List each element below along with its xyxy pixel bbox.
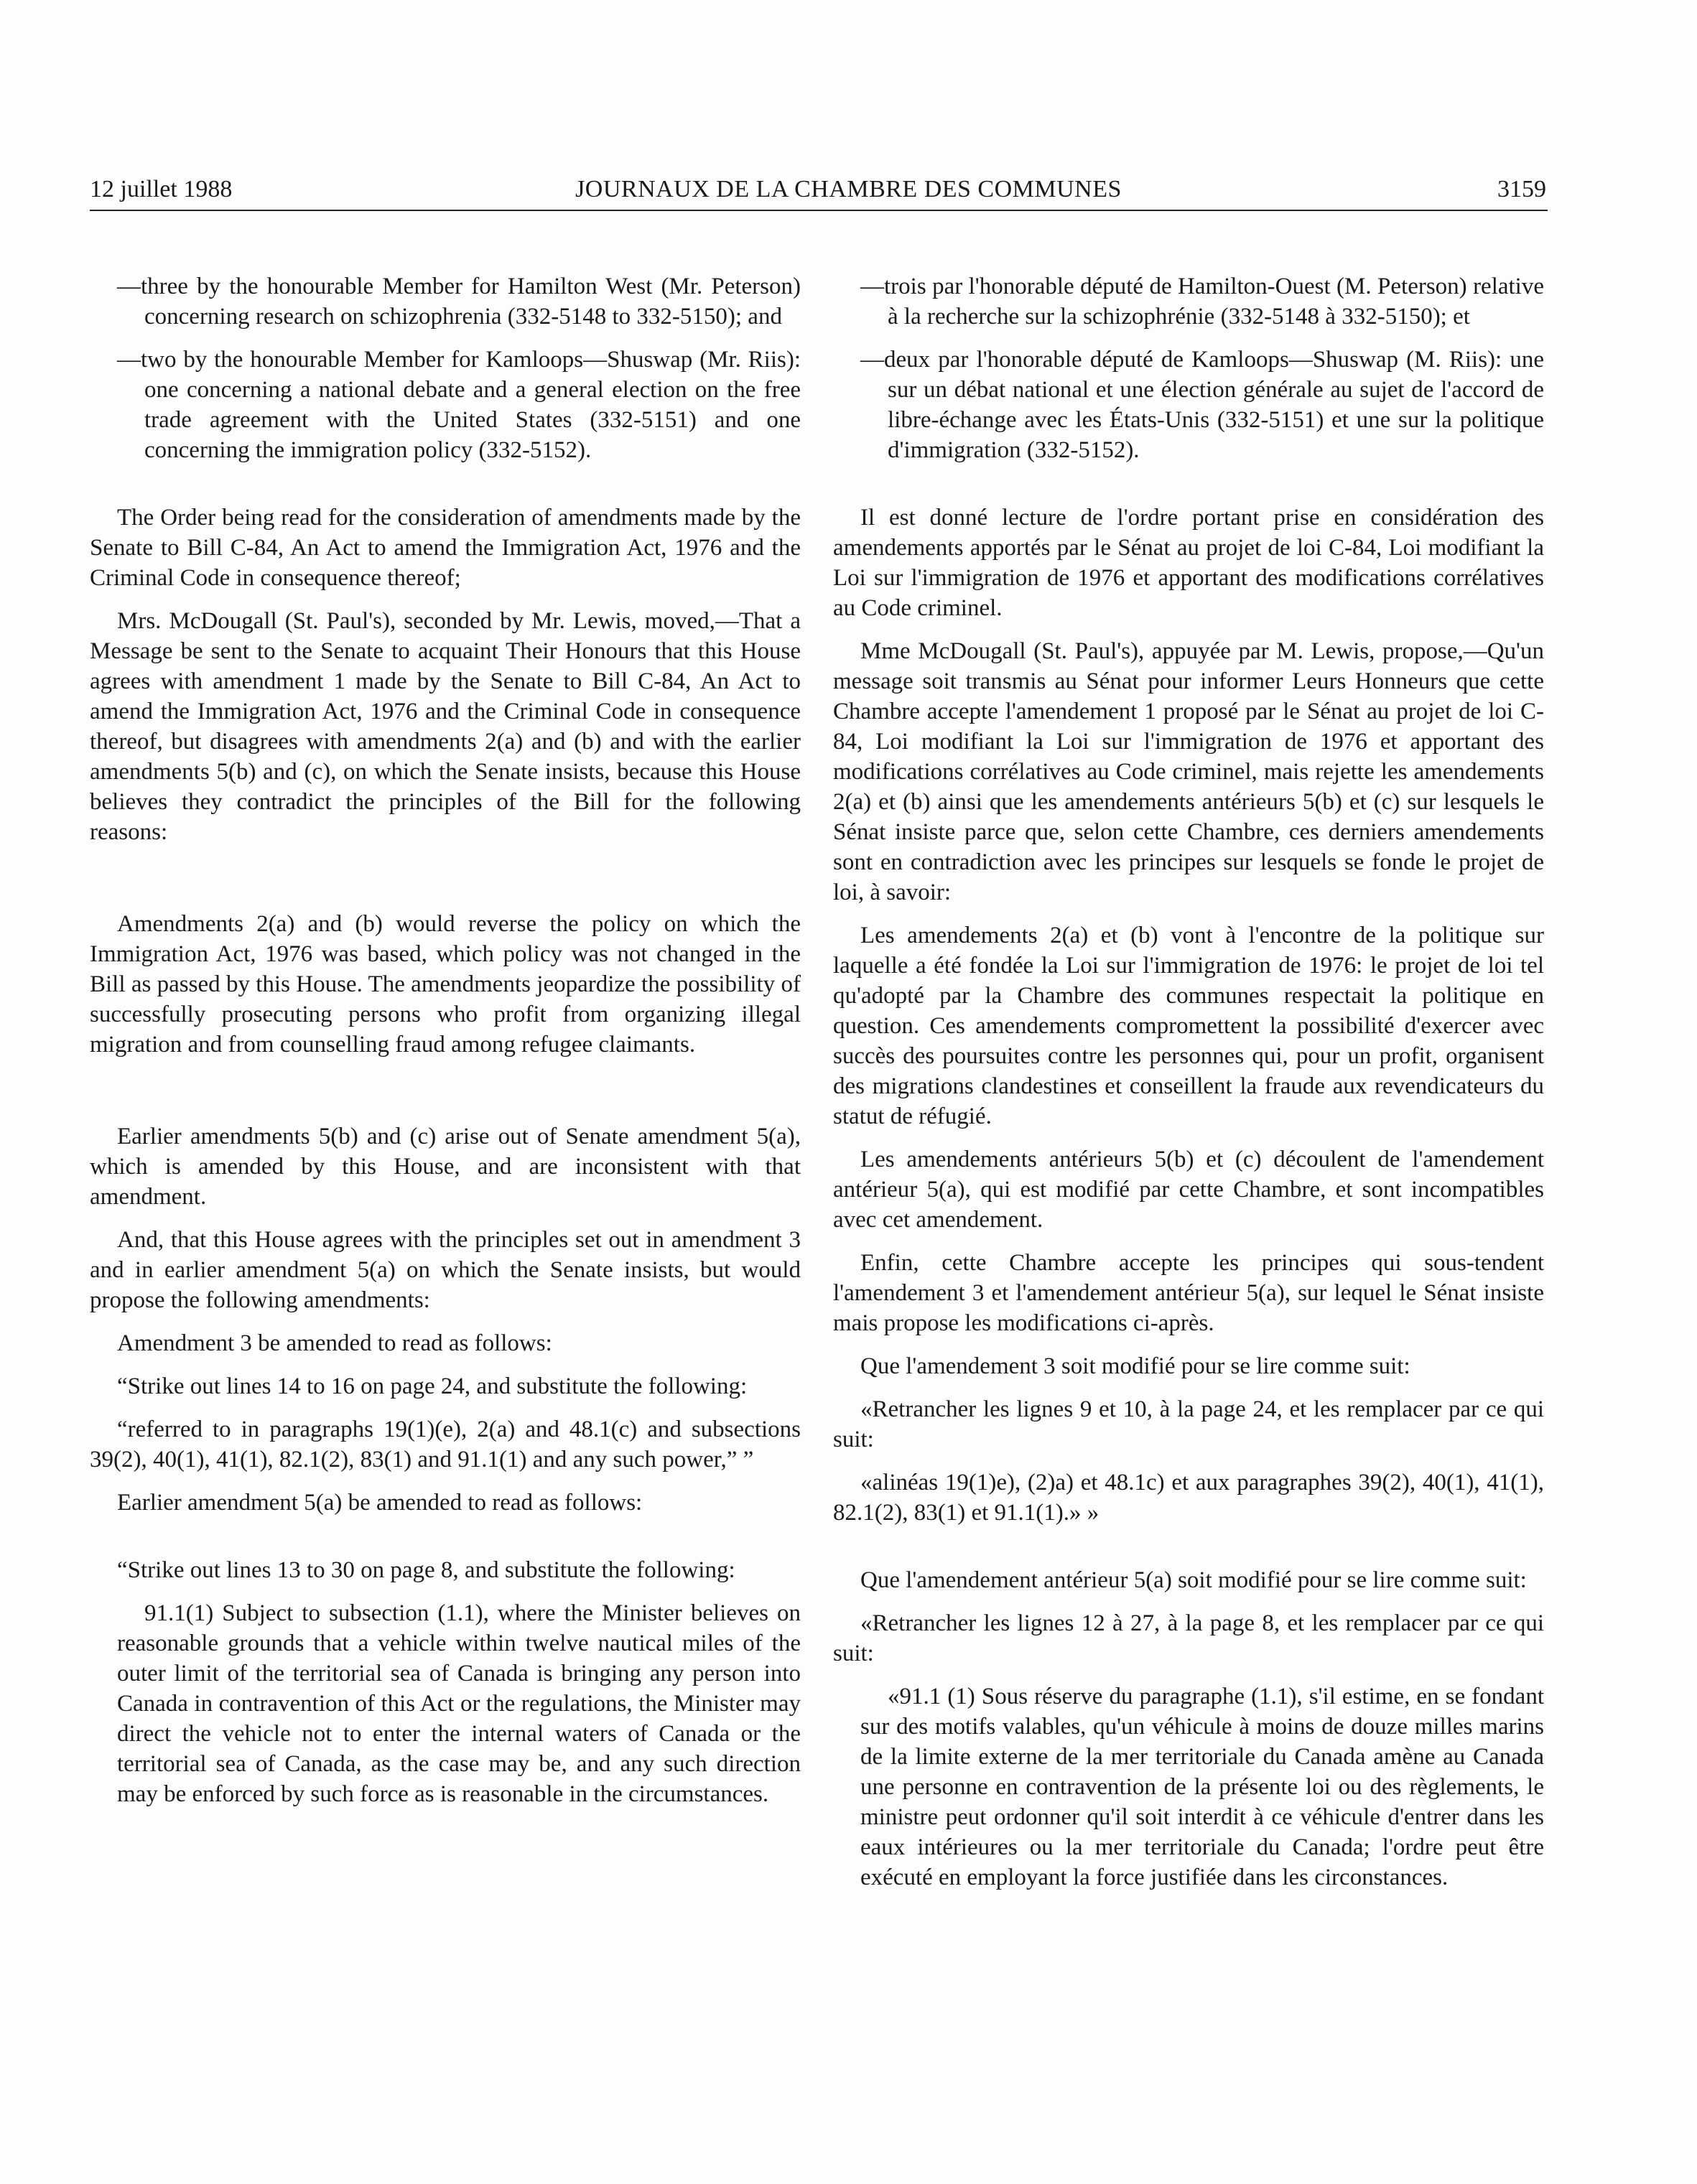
- paragraph: «alinéas 19(1)e), (2)a) et 48.1c) et aux paragraphes 39(2), 40(1), 41(1), 82.1(2), 83(1) et 91.1(1).» »: [833, 1470, 1544, 1526]
- petition-item: —trois par l'honorable député de Hamilton-Ouest (M. Peterson) relative à la recherche sur la schizophrénie (332-5148 à 332-5150); et: [860, 274, 1544, 330]
- paragraph: “referred to in paragraphs 19(1)(e), 2(a) and 48.1(c) and subsections 39(2), 40(1), 41(1), 82.1(2), 83(1) and 91.1(1) and any such power,” ”: [90, 1417, 801, 1473]
- paragraph: «Retrancher les lignes 9 et 10, à la page 24, et les remplacer par ce qui suit:: [833, 1396, 1544, 1452]
- paragraph: Les amendements 2(a) et (b) vont à l'encontre de la politique sur laquelle a été fondée la Loi sur l'immigration de 1976: le projet de loi tel qu'adopté par la Chambre des communes respectait la politique en question. Ces amendements compromettent la possibilité d'exercer avec succès des poursuites contre les personnes qui, pour un profit, organisent des migrations clandestines et conseillent la fraude aux revendicateurs du statut de réfugié.: [833, 923, 1544, 1129]
- petition-item: —three by the honourable Member for Hamilton West (Mr. Peterson) concerning research on schizophrenia (332-5148 to 332-5150); and: [117, 274, 801, 330]
- header-title: JOURNAUX DE LA CHAMBRE DES COMMUNES: [575, 176, 1122, 202]
- paragraph: Que l'amendement 3 soit modifié pour se lire comme suit:: [860, 1353, 1410, 1379]
- paragraph: The Order being read for the consideration of amendments made by the Senate to Bill C-84, An Act to amend the Immigration Act, 1976 and the Criminal Code in consequence thereof;: [90, 505, 801, 591]
- paragraph: Earlier amendments 5(b) and (c) arise out of Senate amendment 5(a), which is amended by this House, and are inconsistent with that amendment.: [90, 1124, 801, 1210]
- paragraph: Mme McDougall (St. Paul's), appuyée par M. Lewis, propose,—Qu'un message soit transmis au Sénat pour informer Leurs Honneurs que cette Chambre accepte l'amendement 1 proposé par le Sénat au projet de loi C-84, Loi modifiant la Loi sur l'immigration de 1976 et apportant des modifications corrélatives au Code criminel, mais rejette les amendements 2(a) et (b) ainsi que les amendements antérieurs 5(b) et (c) sur lesquels le Sénat insiste parce que, selon cette Chambre, ces derniers amendements sont en contradiction avec les principes sur lesquels se fonde le projet de loi, à savoir:: [833, 638, 1544, 905]
- header-rule: [90, 210, 1548, 211]
- paragraph: «Retrancher les lignes 12 à 27, à la page 8, et les remplacer par ce qui suit:: [833, 1610, 1544, 1666]
- paragraph: “Strike out lines 13 to 30 on page 8, and substitute the following:: [117, 1557, 735, 1583]
- paragraph: Les amendements antérieurs 5(b) et (c) découlent de l'amendement antérieur 5(a), qui est modifié par cette Chambre, et sont incompatibles avec cet amendement.: [833, 1147, 1544, 1233]
- paragraph: Que l'amendement antérieur 5(a) soit modifié pour se lire comme suit:: [860, 1567, 1527, 1593]
- paragraph: And, that this House agrees with the principles set out in amendment 3 and in earlier amendment 5(a) on which the Senate insists, but would propose the following amendments:: [90, 1227, 801, 1313]
- french-column: [833, 271, 1544, 1905]
- paragraph: Enfin, cette Chambre accepte les principes qui sous-tendent l'amendement 3 et l'amendement antérieur 5(a), sur lequel le Sénat insiste mais propose les modifications ci-après.: [833, 1250, 1544, 1336]
- page-number: 3159: [1497, 176, 1546, 202]
- statute-text: 91.1(1) Subject to subsection (1.1), where the Minister believes on reasonable grounds that a vehicle within twelve nautical miles of the outer limit of the territorial sea of Canada is bringing any person into Canada in contravention of this Act or the regulations, the Minister may direct the vehicle not to enter the internal waters of Canada or the territorial sea of Canada, as the case may be, and any such direction may be enforced by such force as is reasonable in the circumstances.: [117, 1600, 801, 1807]
- english-column: [90, 271, 801, 1822]
- petition-item: —deux par l'honorable député de Kamloops—Shuswap (M. Riis): une sur un débat national et une élection générale au sujet de l'accord de libre-échange avec les États-Unis (332-5151) et une sur la politique d'immigration (332-5152).: [860, 347, 1544, 463]
- header-date: 12 juillet 1988: [90, 176, 233, 202]
- paragraph: Earlier amendment 5(a) be amended to read as follows:: [117, 1490, 643, 1516]
- paragraph: Amendment 3 be amended to read as follows:: [117, 1330, 552, 1356]
- petition-item: —two by the honourable Member for Kamloops—Shuswap (Mr. Riis): one concerning a national debate and a general election on the free trade agreement with the United States (332-5151) and one concerning the immigration policy (332-5152).: [117, 347, 801, 463]
- paragraph: Mrs. McDougall (St. Paul's), seconded by Mr. Lewis, moved,—That a Message be sent to the Senate to acquaint Their Honours that this House agrees with amendment 1 made by the Senate to Bill C-84, An Act to amend the Immigration Act, 1976 and the Criminal Code in consequence thereof, but disagrees with amendments 2(a) and (b) and with the earlier amendments 5(b) and (c), on which the Senate insists, because this House believes they contradict the principles of the Bill for the following reasons:: [90, 608, 801, 845]
- statute-text: «91.1 (1) Sous réserve du paragraphe (1.1), s'il estime, en se fondant sur des motifs valables, qu'un véhicule à moins de douze milles marins de la limite externe de la mer territoriale du Canada amène au Canada une personne en contravention de la présente loi ou des règlements, le ministre peut ordonner qu'il soit interdit à ce véhicule d'entrer dans les eaux intérieures ou la mer territoriale du Canada; l'ordre peut être exécuté en employant la force justifiée dans les circonstances.: [860, 1684, 1544, 1890]
- paragraph: Il est donné lecture de l'ordre portant prise en considération des amendements apportés par le Sénat au projet de loi C-84, Loi modifiant la Loi sur l'immigration de 1976 et apportant des modifications corrélatives au Code criminel.: [833, 505, 1544, 621]
- paragraph: “Strike out lines 14 to 16 on page 24, and substitute the following:: [117, 1373, 748, 1399]
- paragraph: Amendments 2(a) and (b) would reverse the policy on which the Immigration Act, 1976 was based, which policy was not changed in the Bill as passed by this House. The amendments jeopardize the possibility of successfully prosecuting persons who profit from organizing illegal migration and from counselling fraud among refugee claimants.: [90, 911, 801, 1058]
